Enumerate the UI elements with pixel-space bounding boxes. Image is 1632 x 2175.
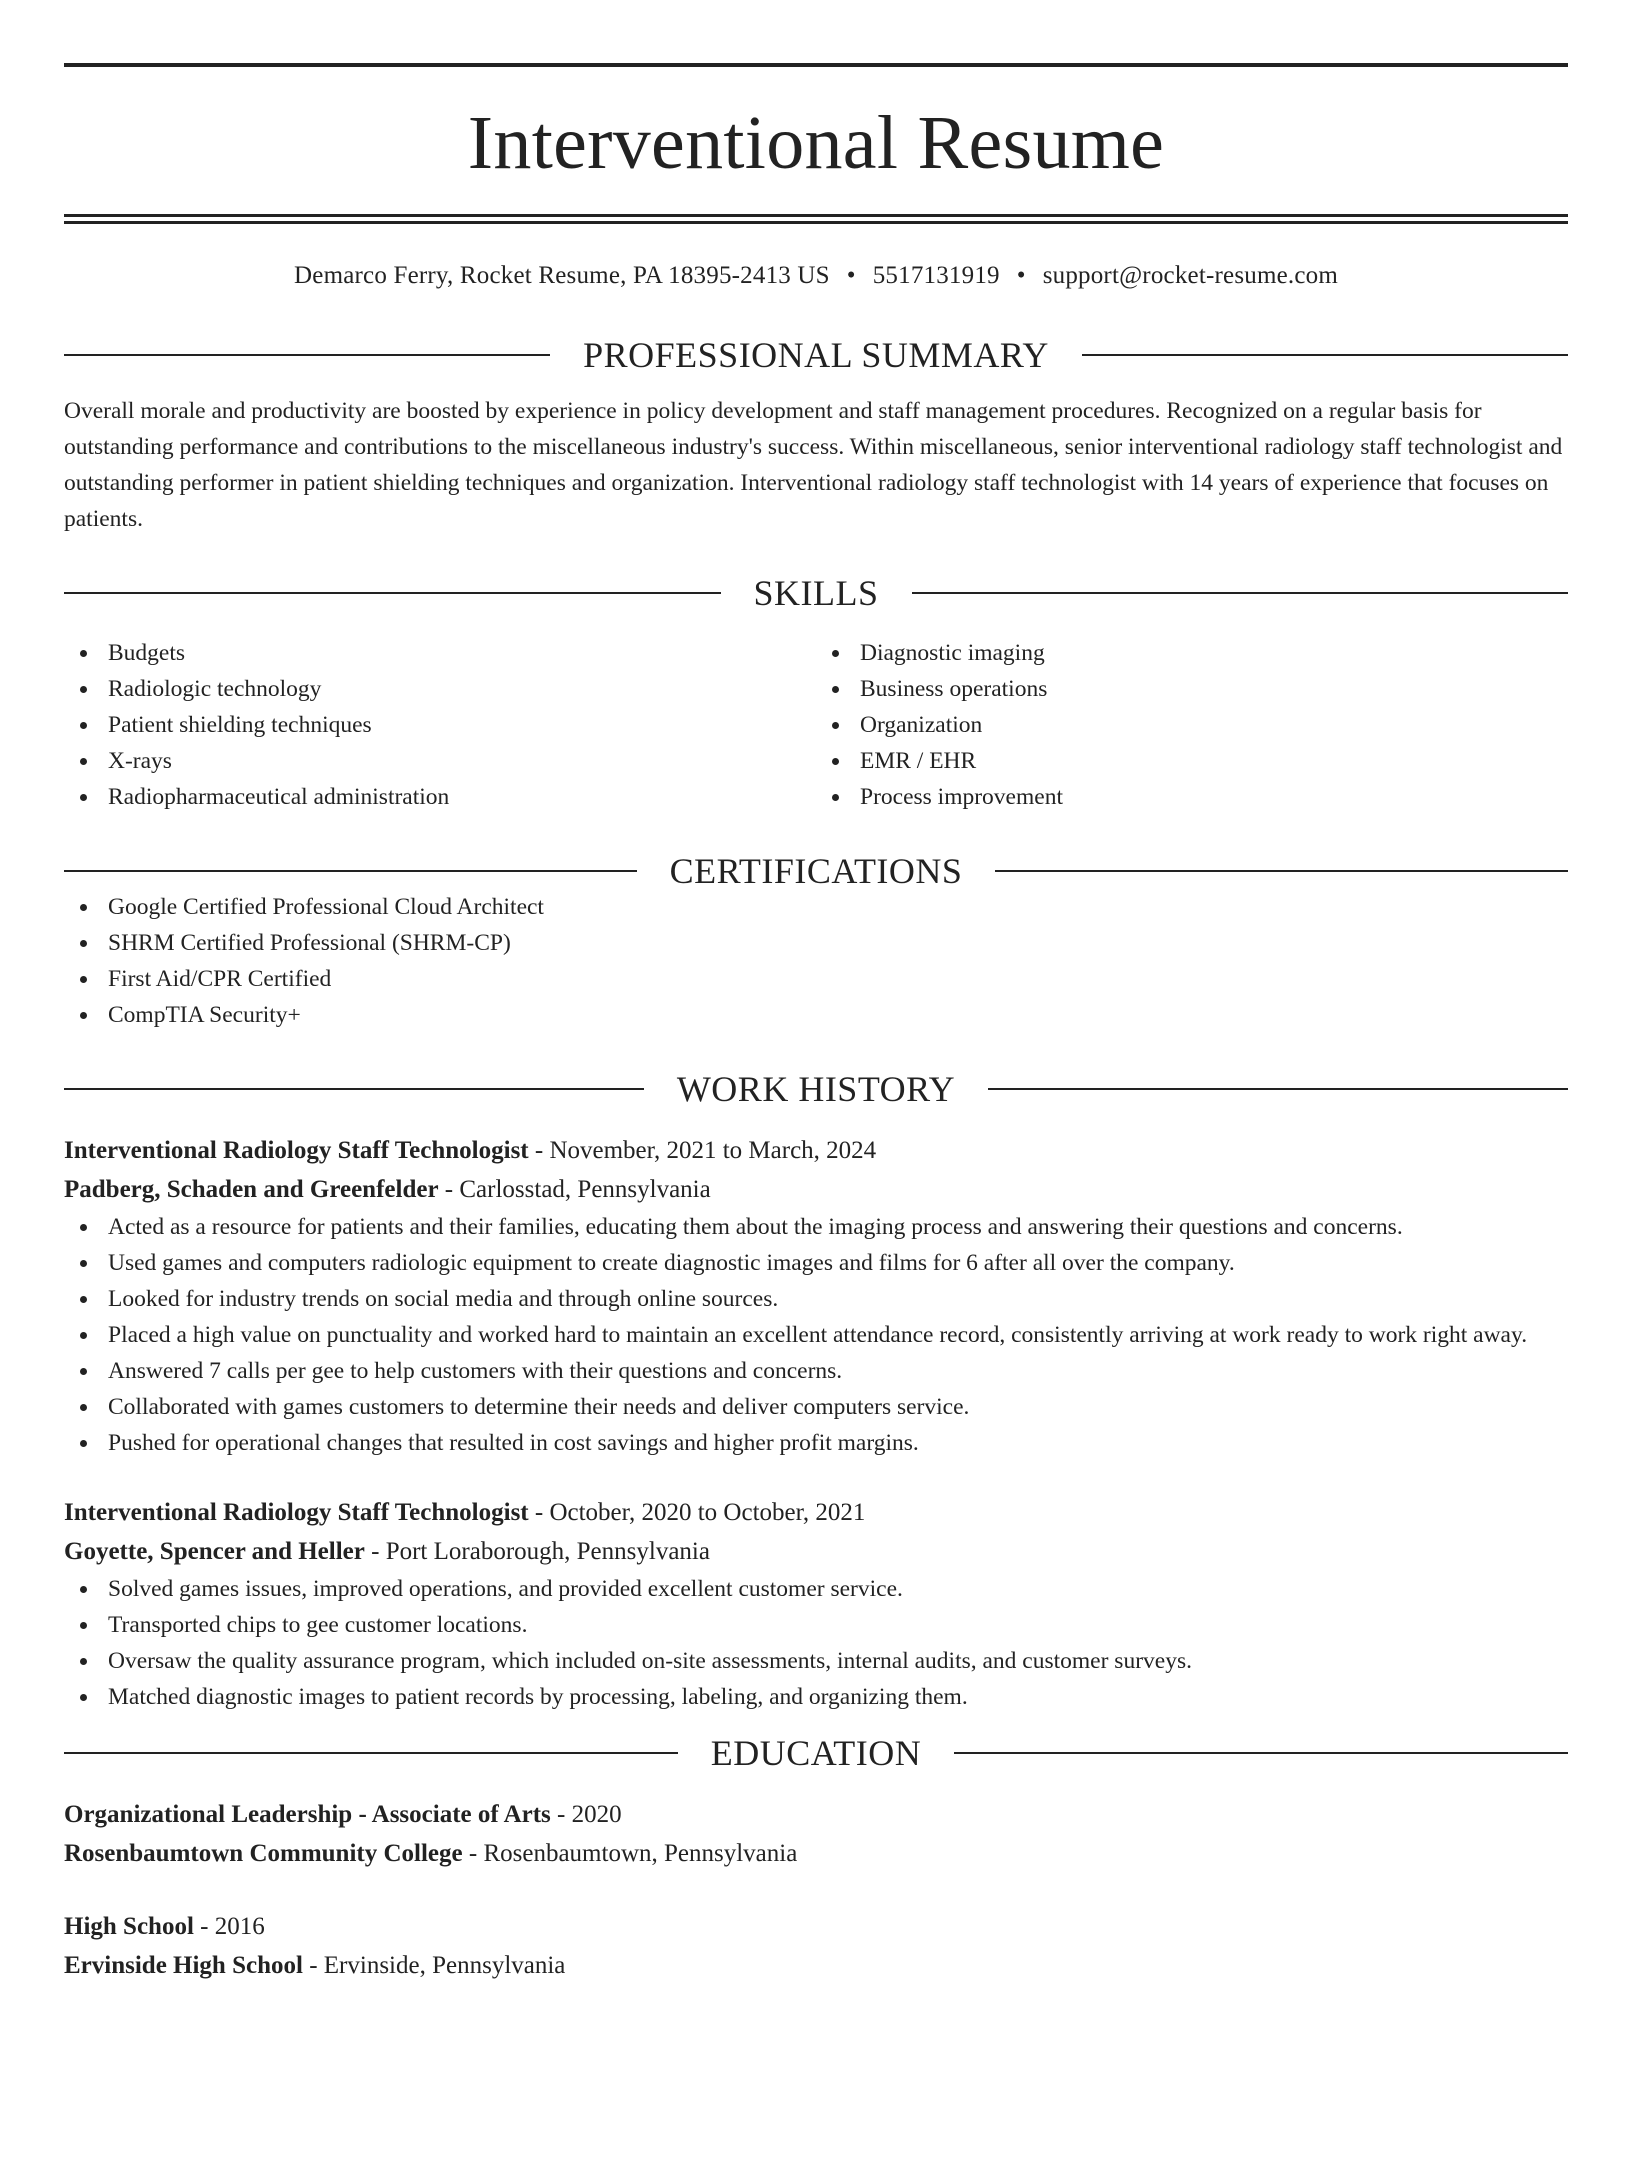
top-rule xyxy=(64,63,1568,67)
education-location: - Rosenbaumtown, Pennsylvania xyxy=(462,1840,798,1867)
education-entry xyxy=(64,1795,1568,1873)
heading-rule-left xyxy=(64,870,637,872)
work-history-list xyxy=(64,1131,1568,1715)
job-location: - Carlosstad, Pennsylvania xyxy=(438,1176,711,1203)
certification-item: First Aid/CPR Certified xyxy=(64,961,1568,997)
contact-separator: • xyxy=(846,262,856,289)
skill-item: Business operations xyxy=(816,671,1568,707)
heading-rule-right xyxy=(954,1752,1568,1754)
job-duty-item: Answered 7 calls per gee to help customers with their questions and concerns. xyxy=(64,1353,1568,1389)
job-entry xyxy=(64,1493,1568,1715)
education-list xyxy=(64,1795,1568,1985)
summary-heading-text: PROFESSIONAL SUMMARY xyxy=(583,335,1049,375)
job-duty-item: Collaborated with games customers to determine their needs and deliver computers service. xyxy=(64,1389,1568,1425)
education-location: - Ervinside, Pennsylvania xyxy=(302,1952,566,1979)
contact-email: support@rocket-resume.com xyxy=(1042,262,1338,289)
certifications-heading xyxy=(64,853,1568,889)
job-duty-item: Transported chips to gee customer locations. xyxy=(64,1607,1568,1643)
contact-phone: 5517131919 xyxy=(872,262,1000,289)
education-school-line xyxy=(64,1946,1568,1985)
heading-rule-left xyxy=(64,1752,678,1754)
contact-address: Demarco Ferry, Rocket Resume, PA 18395-2413 US xyxy=(294,262,830,289)
work-history-heading-text: WORK HISTORY xyxy=(676,1069,956,1109)
education-year: - 2020 xyxy=(550,1801,622,1828)
job-duty-item: Matched diagnostic images to patient records by processing, labeling, and organizing them. xyxy=(64,1679,1568,1715)
certification-item: SHRM Certified Professional (SHRM-CP) xyxy=(64,925,1568,961)
skill-item: Patient shielding techniques xyxy=(64,707,816,743)
skill-item: Diagnostic imaging xyxy=(816,635,1568,671)
job-title-line xyxy=(64,1131,1568,1170)
skills-list xyxy=(64,635,1568,815)
skill-item: Process improvement xyxy=(816,779,1568,815)
job-duties xyxy=(64,1209,1568,1461)
heading-rule-left xyxy=(64,592,721,594)
heading-rule-right xyxy=(995,870,1568,872)
skill-item: Radiologic technology xyxy=(64,671,816,707)
heading-rule-left xyxy=(64,354,550,356)
job-duty-item: Used games and computers radiologic equipment to create diagnostic images and films for 6 after all over the company. xyxy=(64,1245,1568,1281)
job-dates: - November, 2021 to March, 2024 xyxy=(528,1137,877,1164)
certifications-heading-text: CERTIFICATIONS xyxy=(669,851,963,891)
job-duty-item: Acted as a resource for patients and their families, educating them about the imaging process and answering their questions and concerns. xyxy=(64,1209,1568,1245)
skill-item: Budgets xyxy=(64,635,816,671)
skill-item: X-rays xyxy=(64,743,816,779)
job-title: Interventional Radiology Staff Technologist xyxy=(64,1137,529,1164)
education-degree-line xyxy=(64,1795,1568,1834)
heading-rule-left xyxy=(64,1088,644,1090)
education-school: Rosenbaumtown Community College xyxy=(64,1840,463,1867)
skill-item: EMR / EHR xyxy=(816,743,1568,779)
job-dates: - October, 2020 to October, 2021 xyxy=(528,1499,866,1526)
skills-heading xyxy=(64,575,1568,611)
job-company-line xyxy=(64,1532,1568,1571)
job-duty-item: Pushed for operational changes that resulted in cost savings and higher profit margins. xyxy=(64,1425,1568,1461)
job-duties xyxy=(64,1571,1568,1715)
education-heading xyxy=(64,1735,1568,1771)
resume-page xyxy=(0,63,1632,1985)
contact-separator: • xyxy=(1016,262,1026,289)
skills-column-left xyxy=(64,635,816,815)
heading-rule-right xyxy=(912,592,1569,594)
skill-item: Radiopharmaceutical administration xyxy=(64,779,816,815)
education-heading-text: EDUCATION xyxy=(710,1733,922,1773)
education-school-line xyxy=(64,1834,1568,1873)
education-degree: High School xyxy=(64,1913,194,1940)
job-company: Padberg, Schaden and Greenfelder xyxy=(64,1176,439,1203)
contact-line xyxy=(64,263,1568,288)
work-history-heading xyxy=(64,1071,1568,1107)
skills-column-right xyxy=(816,635,1568,815)
job-title: Interventional Radiology Staff Technologist xyxy=(64,1499,529,1526)
certification-item: Google Certified Professional Cloud Architect xyxy=(64,889,1568,925)
resume-title: Interventional Resume xyxy=(467,101,1165,185)
job-duty-item: Placed a high value on punctuality and worked hard to maintain an excellent attendance record, consistently arriving at work ready to work right away. xyxy=(64,1317,1568,1353)
job-duty-item: Looked for industry trends on social media and through online sources. xyxy=(64,1281,1568,1317)
skill-item: Organization xyxy=(816,707,1568,743)
job-company: Goyette, Spencer and Heller xyxy=(64,1538,365,1565)
education-school: Ervinside High School xyxy=(64,1952,303,1979)
education-degree: Organizational Leadership - Associate of Arts xyxy=(64,1801,551,1828)
certifications-list xyxy=(64,889,1568,1033)
skills-heading-text: SKILLS xyxy=(753,573,879,613)
job-entry xyxy=(64,1131,1568,1461)
summary-heading xyxy=(64,337,1568,373)
certification-item: CompTIA Security+ xyxy=(64,997,1568,1033)
education-entry xyxy=(64,1907,1568,1985)
title-double-rule xyxy=(64,214,1568,224)
job-duty-item: Solved games issues, improved operations, and provided excellent customer service. xyxy=(64,1571,1568,1607)
job-duty-item: Oversaw the quality assurance program, which included on-site assessments, internal audits, and customer surveys. xyxy=(64,1643,1568,1679)
summary-paragraph: Overall morale and productivity are boosted by experience in policy development and staff management procedures. Recognized on a regular basis for outstanding performance and contributions to the miscellaneous industry's success. Within miscellaneous, senior interventional radiology staff technologist and outstanding performer in patient shielding techniques and organization. Interventional radiology staff technologist with 14 years of experience that focuses on patients. xyxy=(64,398,1563,532)
education-year: - 2016 xyxy=(193,1913,265,1940)
education-degree-line xyxy=(64,1907,1568,1946)
heading-rule-right xyxy=(988,1088,1568,1090)
heading-rule-right xyxy=(1082,354,1568,356)
job-company-line xyxy=(64,1170,1568,1209)
job-title-line xyxy=(64,1493,1568,1532)
job-location: - Port Loraborough, Pennsylvania xyxy=(364,1538,710,1565)
